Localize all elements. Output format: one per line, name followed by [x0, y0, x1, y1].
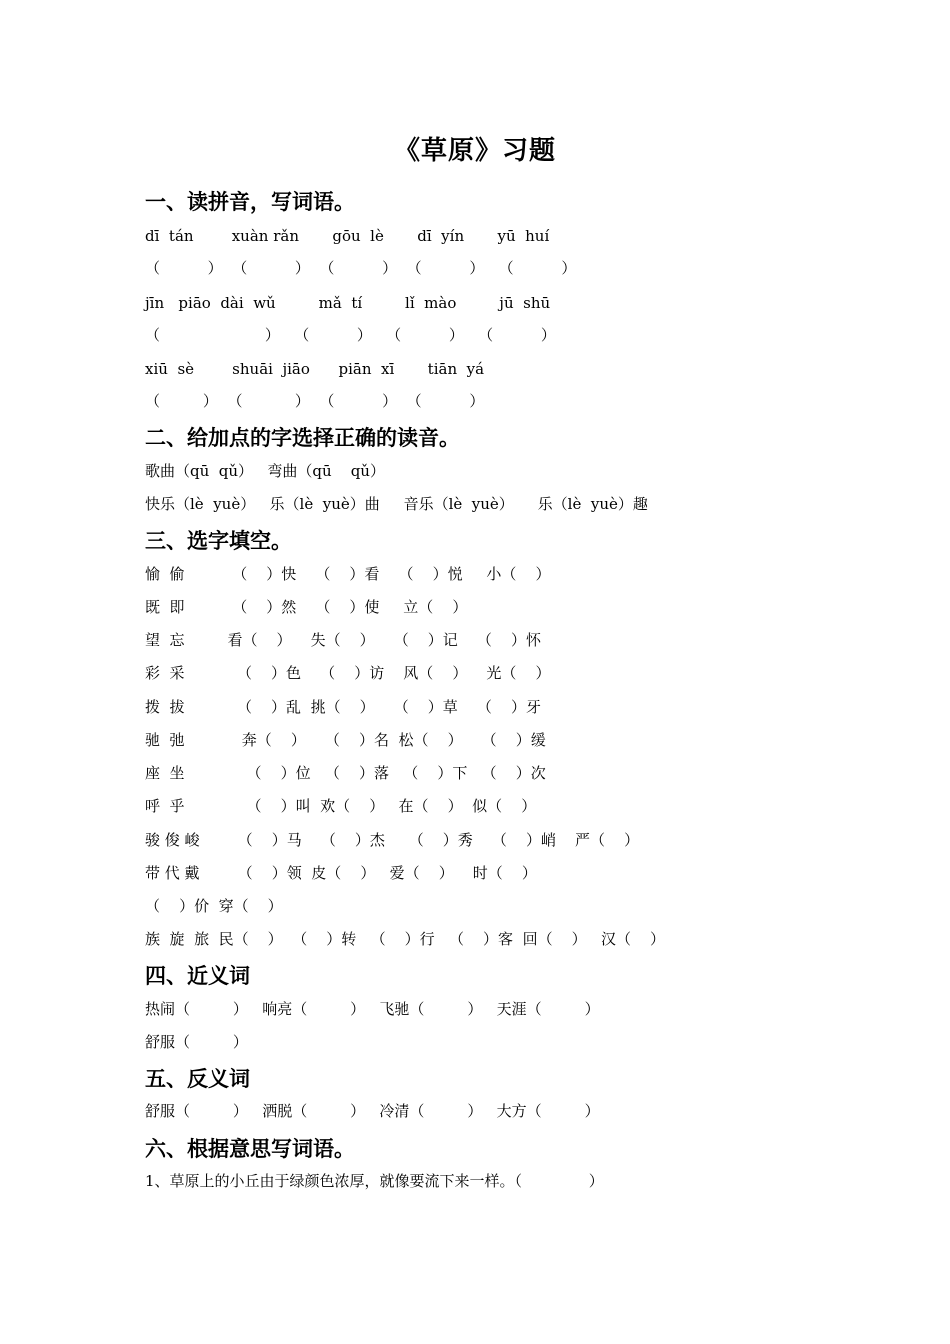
fill-row: 彩 采 （ ）色 （ ）访 风（ ） 光（ ）: [145, 664, 551, 682]
blank-row-3: （ ） （ ） （ ） （ ）: [145, 392, 485, 410]
synonym-line-1: 热闹（ ） 响亮（ ） 飞驰（ ） 天涯（ ）: [145, 1000, 600, 1018]
fill-row: 拨 拔 （ ）乱 挑（ ） （ ）草 （ ）牙: [145, 698, 541, 716]
section3-heading: 三、选字填空。: [145, 529, 292, 553]
blank-row-2: （ ） （ ） （ ） （ ）: [145, 326, 556, 344]
fill-row: 带 代 戴 （ ）领 皮（ ） 爱（ ） 时（ ）: [145, 864, 537, 882]
antonym-line-1: 舒服（ ） 洒脱（ ） 冷清（ ） 大方（ ）: [145, 1102, 600, 1120]
pinyin-row-2: jīn piāo dài wǔ mǎ tí lǐ mào jū shū: [145, 294, 551, 312]
fill-row: 座 坐 （ ）位 （ ）落 （ ）下 （ ）次: [145, 764, 546, 782]
fill-row: 愉 偷 （ ）快 （ ）看 （ ）悦 小（ ）: [145, 565, 551, 583]
blank-row-1: （ ） （ ） （ ） （ ） （ ）: [145, 259, 577, 277]
fill-row: （ ）价 穿（ ）: [145, 897, 283, 915]
section5-heading: 五、反义词: [145, 1067, 250, 1091]
synonym-line-2: 舒服（ ）: [145, 1033, 248, 1051]
reading-choice-line-1: 歌曲（qū qǔ） 弯曲（qū qǔ）: [145, 462, 385, 480]
section6-heading: 六、根据意思写词语。: [145, 1137, 355, 1161]
fill-row: 族 旋 旅 民（ ） （ ）转 （ ）行 （ ）客 回（ ） 汉（ ）: [145, 930, 666, 948]
fill-row: 既 即 （ ）然 （ ）使 立（ ）: [145, 598, 468, 616]
fill-row: 呼 乎 （ ）叫 欢（ ） 在（ ） 似（ ）: [145, 797, 537, 815]
section4-heading: 四、近义词: [145, 964, 250, 988]
section2-heading: 二、给加点的字选择正确的读音。: [145, 426, 460, 450]
fill-row: 驰 弛 奔（ ） （ ）名 松（ ） （ ）缓: [145, 731, 546, 749]
meaning-question-1: 1、草原上的小丘由于绿颜色浓厚，就像要流下来一样。（ ）: [145, 1172, 604, 1190]
section1-heading: 一、读拼音，写词语。: [145, 190, 355, 214]
page-title: 《草原》习题: [393, 136, 556, 166]
fill-row: 骏 俊 峻 （ ）马 （ ）杰 （ ）秀 （ ）峭 严（ ）: [145, 831, 640, 849]
reading-choice-line-2: 快乐（lè yuè） 乐（lè yuè）曲 音乐（lè yuè） 乐（lè yuè）趣: [145, 495, 648, 513]
pinyin-row-1: dī tán xuàn rǎn gōu lè dī yín yū huí: [145, 227, 550, 245]
pinyin-row-3: xiū sè shuāi jiāo piān xī tiān yá: [145, 360, 485, 378]
fill-row: 望 忘 看（ ） 失（ ） （ ）记 （ ）怀: [145, 631, 541, 649]
